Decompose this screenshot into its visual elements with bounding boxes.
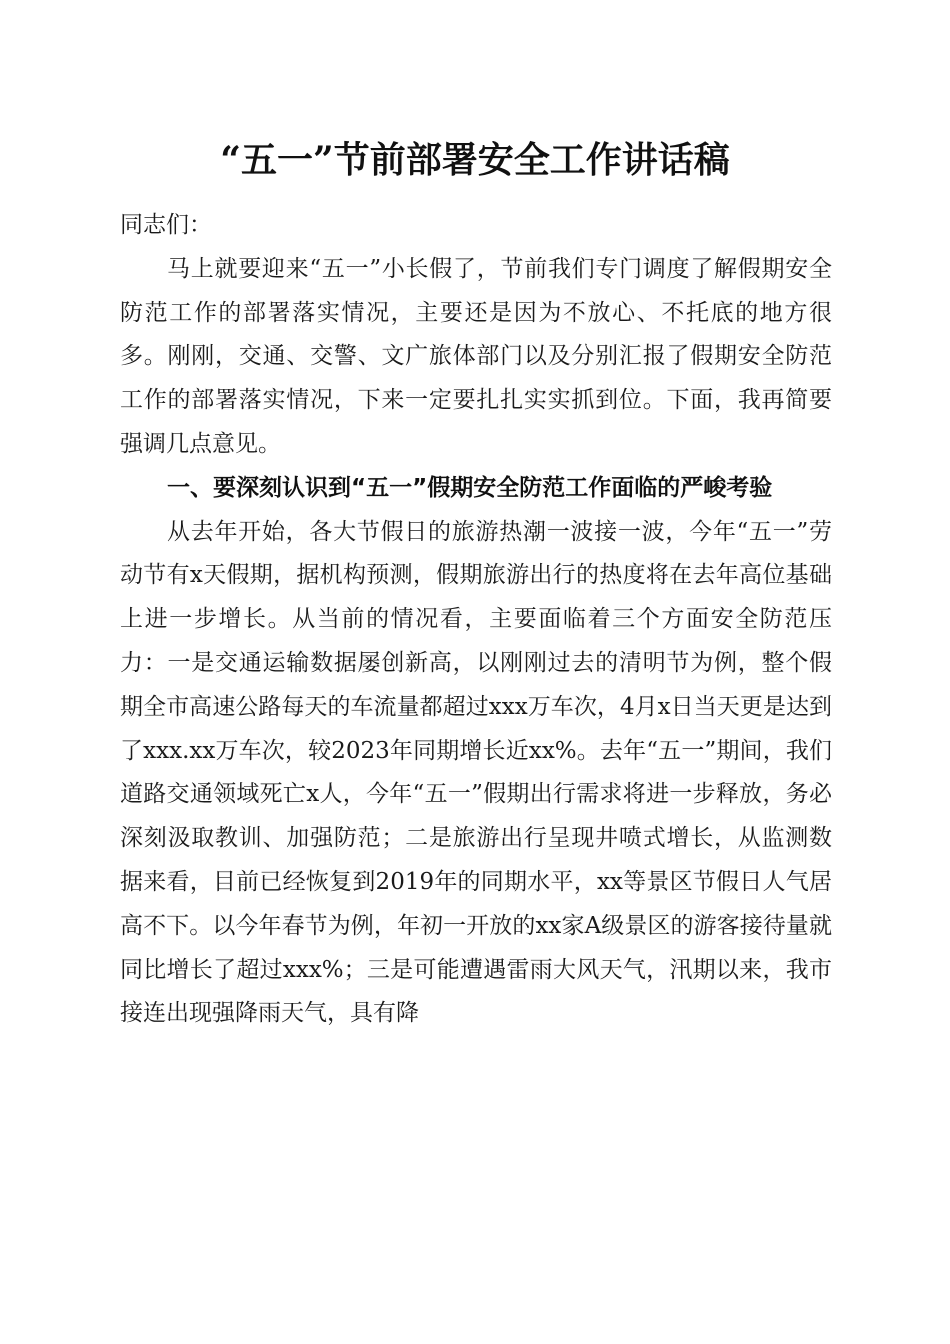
section-1-paragraph: 从去年开始，各大节假日的旅游热潮一波接一波，今年“五一”劳动节有x天假期，据机构预测，假期旅游出行的热度将在去年高位基础上进一步增长。从当前的情况看，主要面临着三个方面安全防范压力：一是交通运输数据屡创新高，以刚刚过去的清明节为例，整个假期全市高速公路每天的车流量都超过xxx万车次，4月x日当天更是达到了xxx.xx万车次，较2023年同期增长近xx%。去年“五一”期间，我们道路交通领域死亡x人，今年“五一”假期出行需求将进一步释放，务必深刻汲取教训、加强防范；二是旅游出行呈现井喷式增长，从监测数据来看，目前已经恢复到2019年的同期水平，xx等景区节假日人气居高不下。以今年春节为例，年初一开放的xx家A级景区的游客接待量就同比增长了超过xxx%；三是可能遭遇雷雨大风天气，汛期以来，我市接连出现强降雨天气，具有降 [120, 518, 832, 1027]
section-heading-1: 一、要深刻认识到“五一”假期安全防范工作面临的严峻考验 [167, 474, 773, 501]
document-title: “五一”节前部署安全工作讲话稿 [220, 139, 730, 181]
salutation: 同志们： [120, 212, 212, 238]
document-body [120, 204, 832, 1036]
intro-paragraph: 马上就要迎来“五一”小长假了，节前我们专门调度了解假期安全防范工作的部署落实情况，主要还是因为不放心、不托底的地方很多。刚刚，交通、交警、文广旅体部门以及分别汇报了假期安全防范工作的部署落实情况，下来一定要扎扎实实抓到位。下面，我再简要强调几点意见。 [120, 255, 832, 457]
